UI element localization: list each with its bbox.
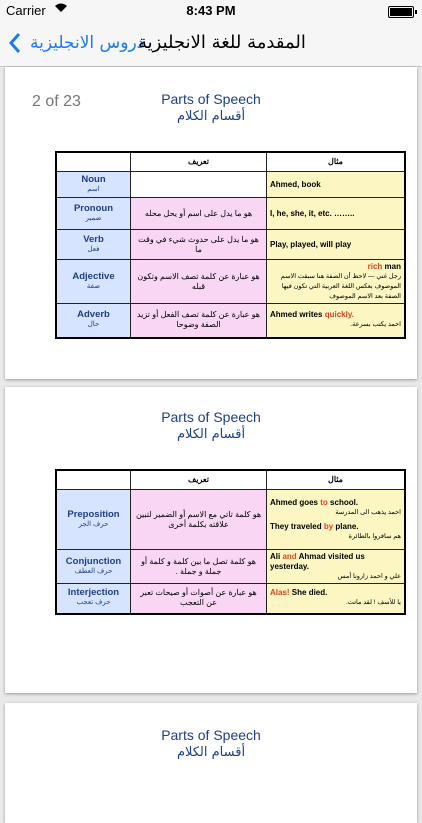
clock-label: 8:43 PM bbox=[186, 3, 236, 18]
page-title: المقدمة للغة الانجليزية bbox=[138, 32, 306, 53]
example-highlight: by bbox=[323, 521, 334, 531]
term-cell bbox=[56, 198, 131, 230]
example-rest: man bbox=[384, 261, 401, 271]
example-rest: school. bbox=[330, 497, 359, 507]
slide-subtitle: أقسام الكلام bbox=[176, 427, 246, 442]
table-row bbox=[56, 490, 405, 550]
example-lead: They traveled bbox=[270, 521, 322, 531]
parts-of-speech-table bbox=[55, 469, 406, 615]
term-english: Conjunction bbox=[65, 555, 122, 567]
table-header-row bbox=[56, 152, 405, 172]
term-arabic: حرف الجر bbox=[78, 520, 109, 528]
term-english: Adjective bbox=[72, 270, 115, 282]
battery-icon bbox=[388, 6, 414, 18]
table-row bbox=[56, 260, 405, 304]
definition-cell: هو ما يدل على حدوث شيء في وقت ما bbox=[131, 230, 267, 260]
term-arabic: ضمير bbox=[85, 214, 102, 222]
term-arabic: اسم bbox=[87, 185, 100, 193]
example-english: Play, played, will play bbox=[270, 239, 352, 249]
term-cell bbox=[56, 172, 131, 198]
example-cell bbox=[267, 172, 406, 198]
example-arabic: يا للأسف ! لقد ماتت. bbox=[346, 599, 401, 607]
definition-cell: هو عبارة عن كلمة تصف الاسم وتكون قبله bbox=[131, 260, 267, 304]
term-english: Adverb bbox=[77, 309, 110, 321]
slide-subtitle: أقسام الكلام bbox=[176, 109, 246, 124]
example-cell bbox=[267, 260, 406, 304]
definition-cell: هو كلمة تاتي مع الاسم أو الضمير لتبين علاقته بكلمة أخرى bbox=[131, 490, 267, 550]
example-lead: Ali bbox=[270, 551, 281, 561]
page-counter: 2 of 23 bbox=[32, 93, 81, 110]
example-arabic: احمد يكتب بسرعة. bbox=[350, 321, 401, 329]
table-row bbox=[56, 198, 405, 230]
definition-cell bbox=[131, 172, 267, 198]
term-cell bbox=[56, 230, 131, 260]
header-definition: تعريف bbox=[131, 470, 267, 490]
term-cell bbox=[56, 550, 131, 584]
definition-cell: هو كلمة تصل ما بين كلمة و كلمة أو جملة و جملة . bbox=[131, 550, 267, 584]
term-english: Pronoun bbox=[73, 202, 114, 214]
term-english: Noun bbox=[81, 173, 106, 185]
slide-page-2 bbox=[5, 67, 417, 379]
example-english bbox=[270, 552, 401, 572]
table-row bbox=[56, 172, 405, 198]
example-arabic: رجل غني — لاحظ أن الصفة هنا سبقت الاسم الموصوف بعكس اللغة العربية التي تكون فيها الصفة بعد الاسم الموصوف bbox=[280, 272, 401, 300]
example-lead: Ahmed writes bbox=[270, 310, 323, 320]
example-highlight: to bbox=[320, 497, 328, 507]
example-english: I, he, she, it, etc. …….. bbox=[270, 208, 355, 218]
example-rest: plane. bbox=[335, 521, 359, 531]
term-english: Preposition bbox=[67, 508, 120, 520]
back-chevron-icon[interactable] bbox=[8, 32, 22, 59]
table-row bbox=[56, 584, 405, 614]
slide-subtitle: أقسام الكلام bbox=[176, 745, 246, 760]
definition-cell: هو عبارة عن أصوات أو صيحات تعبر عن التعجب bbox=[131, 584, 267, 614]
example-cell bbox=[267, 304, 406, 338]
slide-page-4 bbox=[5, 703, 417, 823]
example-cell bbox=[267, 584, 406, 614]
term-arabic: حرف العطف bbox=[74, 567, 113, 575]
carrier-label: Carrier bbox=[6, 3, 46, 18]
back-button[interactable]: دروس الانجليزية bbox=[30, 33, 145, 53]
term-arabic: حرف تعجب bbox=[76, 599, 111, 607]
example-arabic: احمد يذهب الى المدرسة bbox=[335, 508, 401, 516]
term-cell bbox=[56, 260, 131, 304]
example-english bbox=[270, 310, 401, 320]
header-example: مثال bbox=[267, 470, 406, 490]
slide-title: Parts of Speech bbox=[161, 727, 261, 743]
example-cell bbox=[267, 490, 406, 550]
term-english: Interjection bbox=[67, 587, 120, 599]
navigation-bar bbox=[0, 22, 422, 67]
term-cell bbox=[56, 490, 131, 550]
example-english bbox=[270, 262, 401, 272]
status-bar bbox=[0, 0, 422, 22]
example-highlight: quickly. bbox=[324, 310, 354, 320]
term-english: Verb bbox=[83, 233, 104, 245]
example-cell bbox=[267, 198, 406, 230]
slide-title: Parts of Speech bbox=[161, 409, 261, 425]
header-example: مثال bbox=[267, 152, 406, 172]
term-arabic: حال bbox=[87, 321, 100, 329]
parts-of-speech-table bbox=[55, 151, 406, 339]
table-row bbox=[56, 550, 405, 584]
definition-cell: هو ما يدل على اسم أو يحل محله bbox=[131, 198, 267, 230]
example-highlight: Alas! bbox=[270, 588, 290, 598]
table-header-row bbox=[56, 470, 405, 490]
definition-cell: هو عبارة عن كلمة تصف الفعل أو تزيد الصفة وضوحا bbox=[131, 304, 267, 338]
example-cell bbox=[267, 230, 406, 260]
example-highlight: rich bbox=[367, 261, 383, 271]
example-highlight: and bbox=[282, 551, 297, 561]
example-english bbox=[270, 522, 401, 532]
slide-page-3 bbox=[5, 387, 417, 693]
example-english bbox=[270, 588, 401, 598]
term-cell bbox=[56, 584, 131, 614]
header-term-cell bbox=[56, 152, 131, 172]
example-cell bbox=[267, 550, 406, 584]
table-row bbox=[56, 230, 405, 260]
term-arabic: صفة bbox=[86, 282, 101, 290]
example-english bbox=[270, 498, 401, 508]
term-cell bbox=[56, 304, 131, 338]
example-arabic: هم سافروا بالطائرة bbox=[348, 532, 401, 540]
slide-title: Parts of Speech bbox=[161, 91, 261, 107]
example-rest: She died. bbox=[291, 588, 328, 598]
term-arabic: فعل bbox=[87, 245, 100, 253]
header-term-cell bbox=[56, 470, 131, 490]
example-rest: Ahmad visited us yesterday. bbox=[270, 551, 365, 571]
table-row bbox=[56, 304, 405, 338]
header-definition: تعريف bbox=[131, 152, 267, 172]
example-arabic: علي و احمد زارونا أمس bbox=[337, 572, 401, 580]
example-lead: Ahmed goes bbox=[270, 497, 319, 507]
example-english: Ahmed, book bbox=[270, 179, 321, 189]
slides-scroll-view[interactable] bbox=[0, 67, 422, 760]
